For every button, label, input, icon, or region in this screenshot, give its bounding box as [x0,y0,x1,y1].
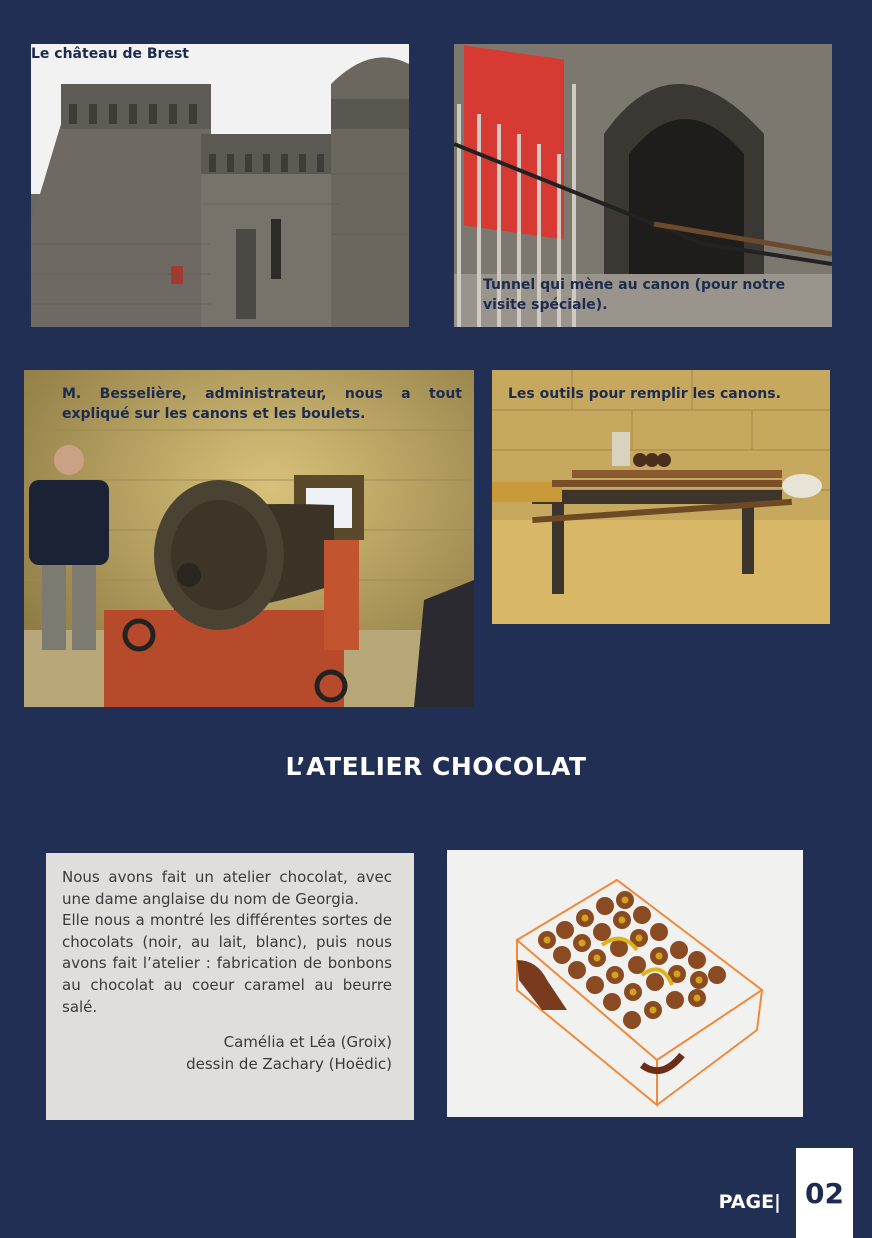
article-paragraph-2: Elle nous a montré les différentes sortes de chocolats (noir, au lait, blanc), puis nous avons fait l’atelier : fabrication de bonbons au chocolat au coeur caramel au beurre salé. [62,911,392,1016]
castle-photo [31,44,409,327]
chocolate-drawing [447,850,803,1117]
article-authors: Camélia et Léa (Groix) [223,1033,392,1052]
page-label: PAGE| [718,1191,781,1213]
tunnel-caption: Tunnel qui mène au canon (pour notre visite spéciale). [483,277,786,313]
tools-caption: Les outils pour remplir les canons. [508,386,781,402]
castle-caption: Le château de Brest [31,46,189,62]
page-number: 02 [796,1148,853,1238]
article-paragraph-1: Nous avons fait un atelier chocolat, avec une dame anglaise du nom de Georgia. [62,868,392,908]
administrator-caption: M. Besselière, administrateur, nous a tout expliqué sur les canons et les boulets. [62,386,462,422]
article-textbox [46,853,414,1120]
tools-photo [492,370,830,624]
section-heading: L’ATELIER CHOCOLAT [285,752,587,781]
drawing-credit: dessin de Zachary (Hoëdic) [186,1054,392,1073]
